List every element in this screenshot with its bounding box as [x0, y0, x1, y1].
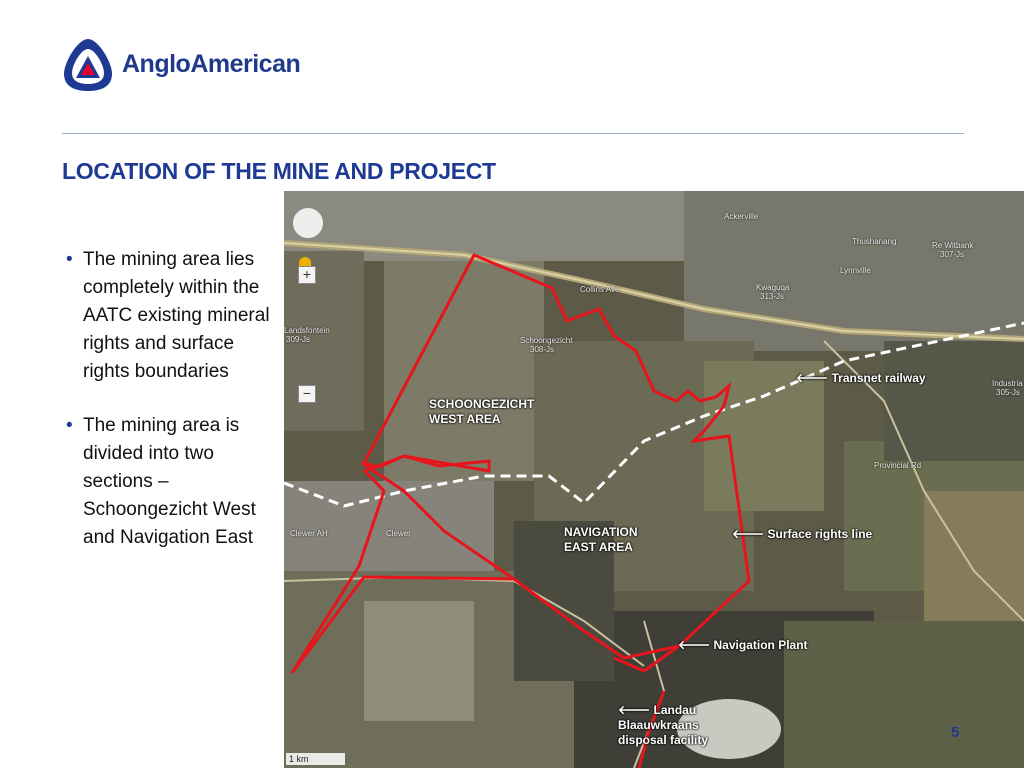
zoom-in-button[interactable]: + — [298, 266, 316, 284]
slide-title: LOCATION OF THE MINE AND PROJECT — [62, 158, 496, 184]
place-label: Kwaguqa — [756, 283, 790, 292]
header-divider — [62, 133, 964, 134]
place-label: Ackerville — [724, 212, 759, 221]
zoom-out-button[interactable]: − — [298, 385, 316, 403]
place-label: 308-Js — [530, 345, 555, 354]
map-scale: 1 km — [286, 753, 345, 765]
anglo-american-shield-icon — [58, 36, 118, 94]
page-number: 5 — [951, 724, 960, 741]
navigation-plant-label: 🡐 Navigation Plant — [678, 638, 808, 652]
pan-control[interactable] — [292, 207, 324, 239]
place-label: Provincial Rd — [874, 461, 922, 470]
schoongezicht-west-label: SCHOONGEZICHT WEST AREA — [429, 397, 535, 426]
bullet-list — [64, 246, 279, 578]
satellite-map[interactable] — [284, 191, 1024, 768]
place-label: 313-Js — [760, 292, 785, 301]
company-logo — [58, 36, 318, 94]
place-label: 307-Js — [940, 250, 965, 259]
logo-wordmark: AngloAmerican — [122, 50, 301, 78]
place-label: Lynnville — [840, 266, 871, 275]
bullet-dot-icon: • — [66, 249, 73, 270]
landau-disposal-label: 🡐 Landau Blaauwkraans disposal facility — [618, 703, 709, 747]
transnet-railway-label: 🡐 Transnet railway — [796, 371, 926, 385]
map-canvas — [284, 191, 1024, 768]
place-label: Clewer — [386, 529, 411, 538]
place-label: Clewer AH — [290, 529, 328, 538]
place-label: 309-Js — [286, 335, 311, 344]
place-label: Schoongezicht — [520, 336, 573, 345]
place-label: Re Witbank — [932, 241, 974, 250]
bullet-item: • The mining area is divided into two sections – Schoongezicht West and Navigation East — [64, 412, 279, 552]
bullet-dot-icon: • — [66, 415, 73, 436]
place-label: Landsfontein — [284, 326, 330, 335]
place-label: Collins Ave — [580, 285, 620, 294]
place-label: 305-Js — [996, 388, 1021, 397]
navigation-east-label: NAVIGATION EAST AREA — [564, 525, 638, 554]
place-label: Industria — [992, 379, 1023, 388]
bullet-item: • The mining area lies completely within the AATC existing mineral rights and surface rights boundaries — [64, 246, 279, 386]
place-label: Thushanang — [852, 237, 897, 246]
surface-rights-label: 🡐 Surface rights line — [732, 527, 873, 541]
